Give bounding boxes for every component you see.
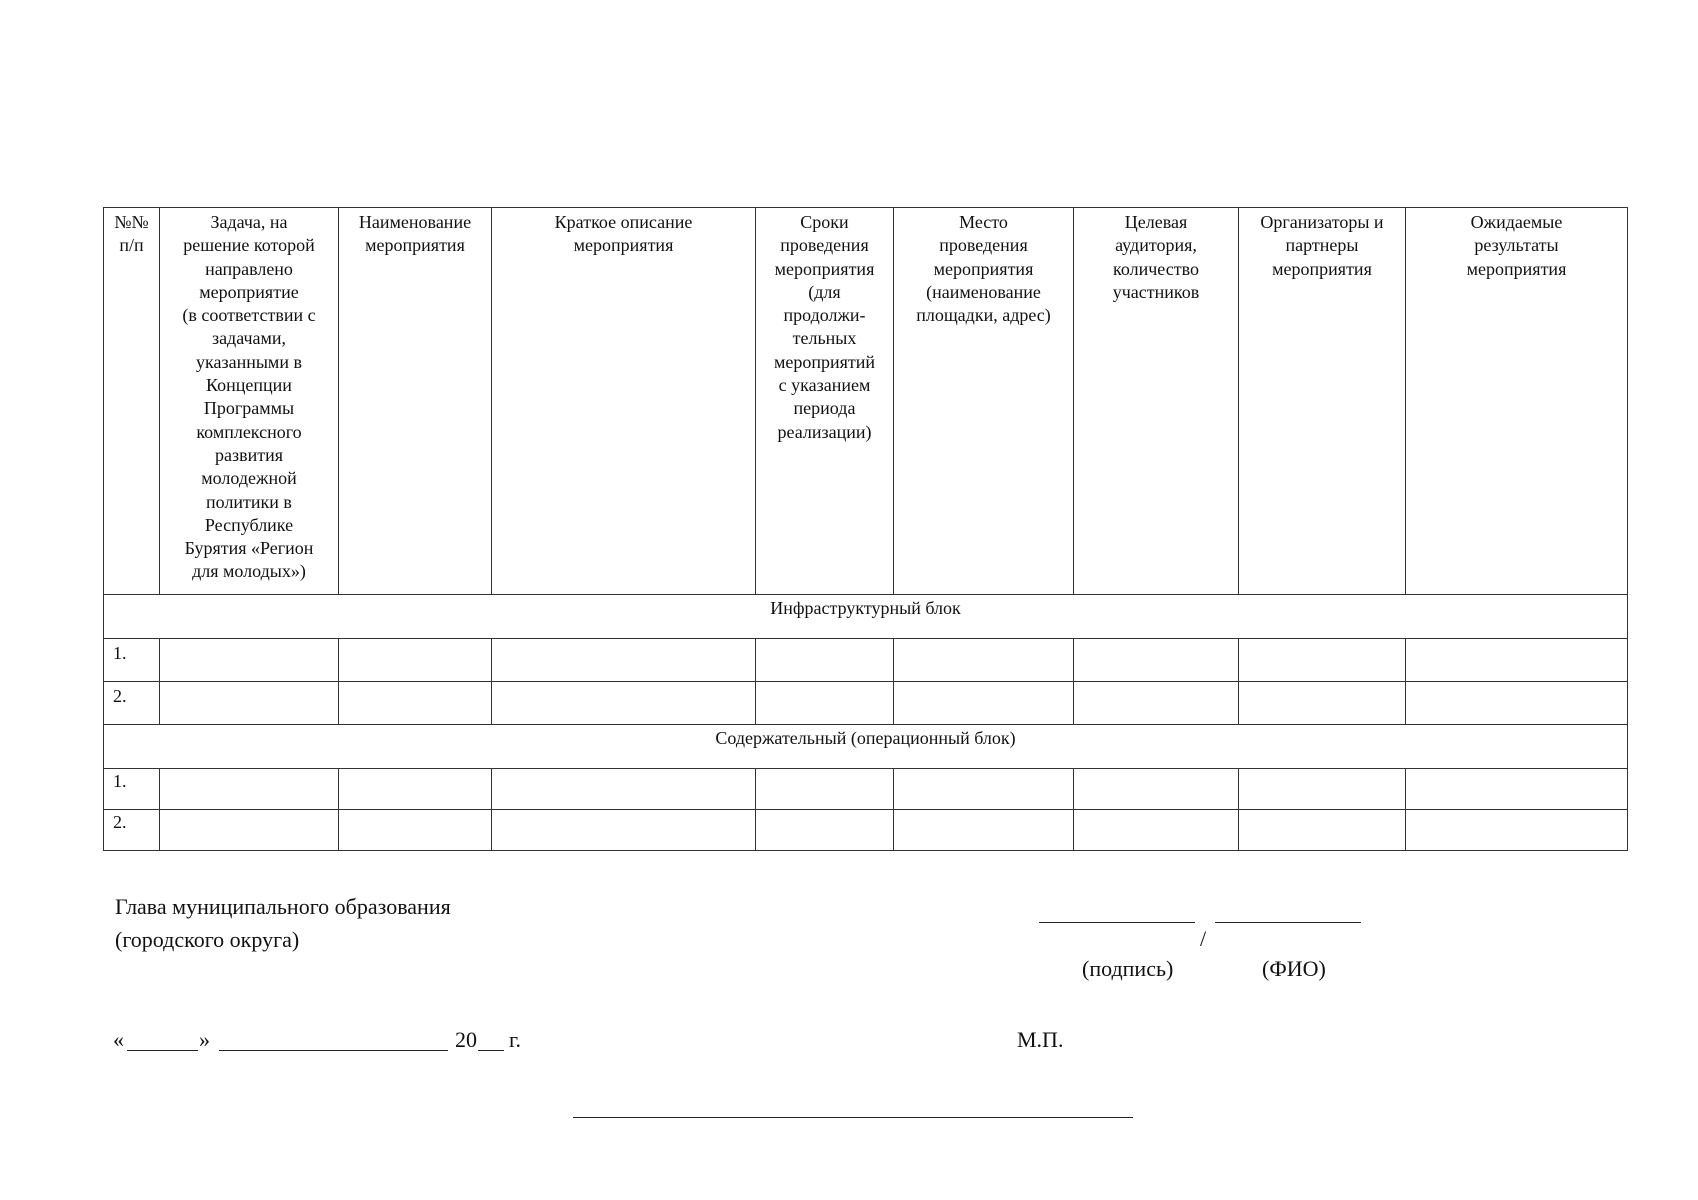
column-header — [756, 208, 894, 595]
column-header-line: продолжи- — [783, 305, 866, 326]
column-header-line: Место — [959, 212, 1008, 232]
table-cell[interactable] — [1406, 810, 1628, 851]
table-cell[interactable] — [1406, 682, 1628, 725]
table-cell[interactable] — [339, 682, 492, 725]
row-number: 1. — [104, 769, 160, 810]
table-cell[interactable] — [1074, 639, 1239, 682]
table-row — [104, 769, 1628, 810]
column-header-line: Республике — [204, 514, 294, 535]
section-title: Инфраструктурный блок — [104, 595, 1628, 639]
column-header-line: молодежной — [201, 468, 297, 489]
column-header-line: комплексного — [196, 421, 302, 442]
column-header-line: п/п — [119, 235, 144, 256]
table-cell[interactable] — [492, 810, 756, 851]
table-cell[interactable] — [492, 682, 756, 725]
column-header-line: аудитория, — [1115, 235, 1197, 256]
column-header — [104, 208, 160, 595]
table-cell[interactable] — [339, 639, 492, 682]
column-header-line: тельных — [792, 328, 857, 349]
column-header — [894, 208, 1074, 595]
column-header-line: участников — [1112, 281, 1200, 302]
name-line[interactable] — [1215, 922, 1361, 923]
table-cell[interactable] — [1406, 769, 1628, 810]
date-open-quote: « — [113, 1027, 124, 1052]
table-cell[interactable] — [894, 810, 1074, 851]
head-title-line: (городского округа) — [115, 927, 300, 952]
day-line[interactable] — [127, 1050, 198, 1051]
table-cell[interactable] — [1074, 769, 1239, 810]
column-header-line: реализации) — [777, 421, 872, 442]
column-header-line: Организаторы и — [1260, 212, 1384, 232]
column-header-line: Задача, на — [210, 212, 288, 232]
column-header-line: решение которой — [183, 235, 315, 256]
table-cell[interactable] — [894, 639, 1074, 682]
table-row — [104, 682, 1628, 725]
table-row — [104, 810, 1628, 851]
column-header-line: для молодых») — [192, 561, 306, 582]
column-header-line: мероприятия — [774, 258, 875, 279]
table-cell[interactable] — [339, 769, 492, 810]
column-header-line: политики в — [206, 491, 292, 512]
column-header-line: задачами, — [211, 328, 287, 349]
month-line[interactable] — [219, 1050, 448, 1051]
column-header-line: Программы — [203, 398, 295, 419]
section-title: Содержательный (операционный блок) — [104, 725, 1628, 769]
column-header — [1239, 208, 1406, 595]
table-cell[interactable] — [1239, 810, 1406, 851]
row-number: 2. — [104, 810, 160, 851]
table-cell[interactable] — [1074, 810, 1239, 851]
table-row — [104, 639, 1628, 682]
column-header-line: мероприятия — [933, 258, 1034, 279]
column-header-line: партнеры — [1285, 235, 1359, 256]
table-cell[interactable] — [492, 769, 756, 810]
column-header-line: количество — [1113, 258, 1199, 279]
column-header-line: Концепции — [206, 375, 292, 396]
row-number: 2. — [104, 682, 160, 725]
events-plan-table — [103, 207, 1628, 851]
name-caption: (ФИО) — [1262, 956, 1326, 981]
column-header-line: Краткое описание — [554, 212, 693, 232]
column-header-line: (наименование — [926, 281, 1041, 302]
year-prefix: 20 — [455, 1027, 477, 1052]
signature-caption: (подпись) — [1082, 956, 1174, 981]
table-cell[interactable] — [160, 769, 339, 810]
table-cell[interactable] — [894, 682, 1074, 725]
table-cell[interactable] — [756, 682, 894, 725]
bottom-line — [573, 1117, 1133, 1118]
section-row — [104, 725, 1628, 769]
column-header-line: мероприятия — [365, 235, 465, 256]
column-header-line: Бурятия «Регион — [184, 538, 314, 559]
column-header — [339, 208, 492, 595]
column-header-line: проведения — [780, 235, 869, 256]
table-cell[interactable] — [1239, 769, 1406, 810]
year-line[interactable] — [478, 1050, 504, 1051]
column-header — [160, 208, 339, 595]
date-close-quote: » — [199, 1027, 210, 1052]
table-cell[interactable] — [894, 769, 1074, 810]
table-cell[interactable] — [1074, 682, 1239, 725]
head-title — [115, 890, 451, 956]
column-header — [492, 208, 756, 595]
table-cell[interactable] — [756, 810, 894, 851]
column-header — [1074, 208, 1239, 595]
column-header-line: мероприятия — [573, 235, 674, 256]
table-cell[interactable] — [756, 769, 894, 810]
column-header-line: периода — [793, 398, 856, 419]
section-row — [104, 595, 1628, 639]
column-header-line: мероприятий — [773, 351, 876, 372]
column-header-line: Ожидаемые — [1470, 212, 1563, 232]
column-header-line: мероприятия — [1466, 258, 1567, 279]
table-cell[interactable] — [1239, 682, 1406, 725]
column-header-line: с указанием — [778, 375, 871, 396]
column-header-line: Наименование — [358, 212, 472, 232]
stamp-place: М.П. — [1017, 1027, 1064, 1052]
table-header-row — [104, 208, 1628, 595]
column-header-line: (для — [808, 281, 841, 302]
table-cell[interactable] — [160, 810, 339, 851]
table-cell[interactable] — [492, 639, 756, 682]
table-cell[interactable] — [756, 639, 894, 682]
table-cell[interactable] — [160, 639, 339, 682]
signature-line[interactable] — [1039, 922, 1195, 923]
column-header — [1406, 208, 1628, 595]
column-header-line: (в соответствии с — [182, 305, 316, 326]
table-cell[interactable] — [1239, 639, 1406, 682]
head-title-line: Глава муниципального образования — [115, 894, 451, 919]
column-header-line: №№ — [114, 212, 149, 232]
column-header-line: мероприятия — [1272, 258, 1372, 279]
table-cell[interactable] — [1406, 639, 1628, 682]
column-header-line: результаты — [1474, 235, 1559, 256]
row-number: 1. — [104, 639, 160, 682]
column-header-line: развития — [214, 444, 283, 465]
year-suffix: г. — [509, 1027, 522, 1052]
column-header-line: Сроки — [800, 212, 849, 232]
slash-separator: / — [1200, 926, 1207, 951]
column-header-line: Целевая — [1124, 212, 1188, 232]
column-header-line: мероприятие — [199, 281, 299, 302]
column-header-line: указанными в — [196, 351, 302, 372]
table-cell[interactable] — [339, 810, 492, 851]
column-header-line: проведения — [939, 235, 1028, 256]
column-header-line: направлено — [205, 258, 293, 279]
column-header-line: площадки, адрес) — [916, 305, 1051, 326]
table-cell[interactable] — [160, 682, 339, 725]
